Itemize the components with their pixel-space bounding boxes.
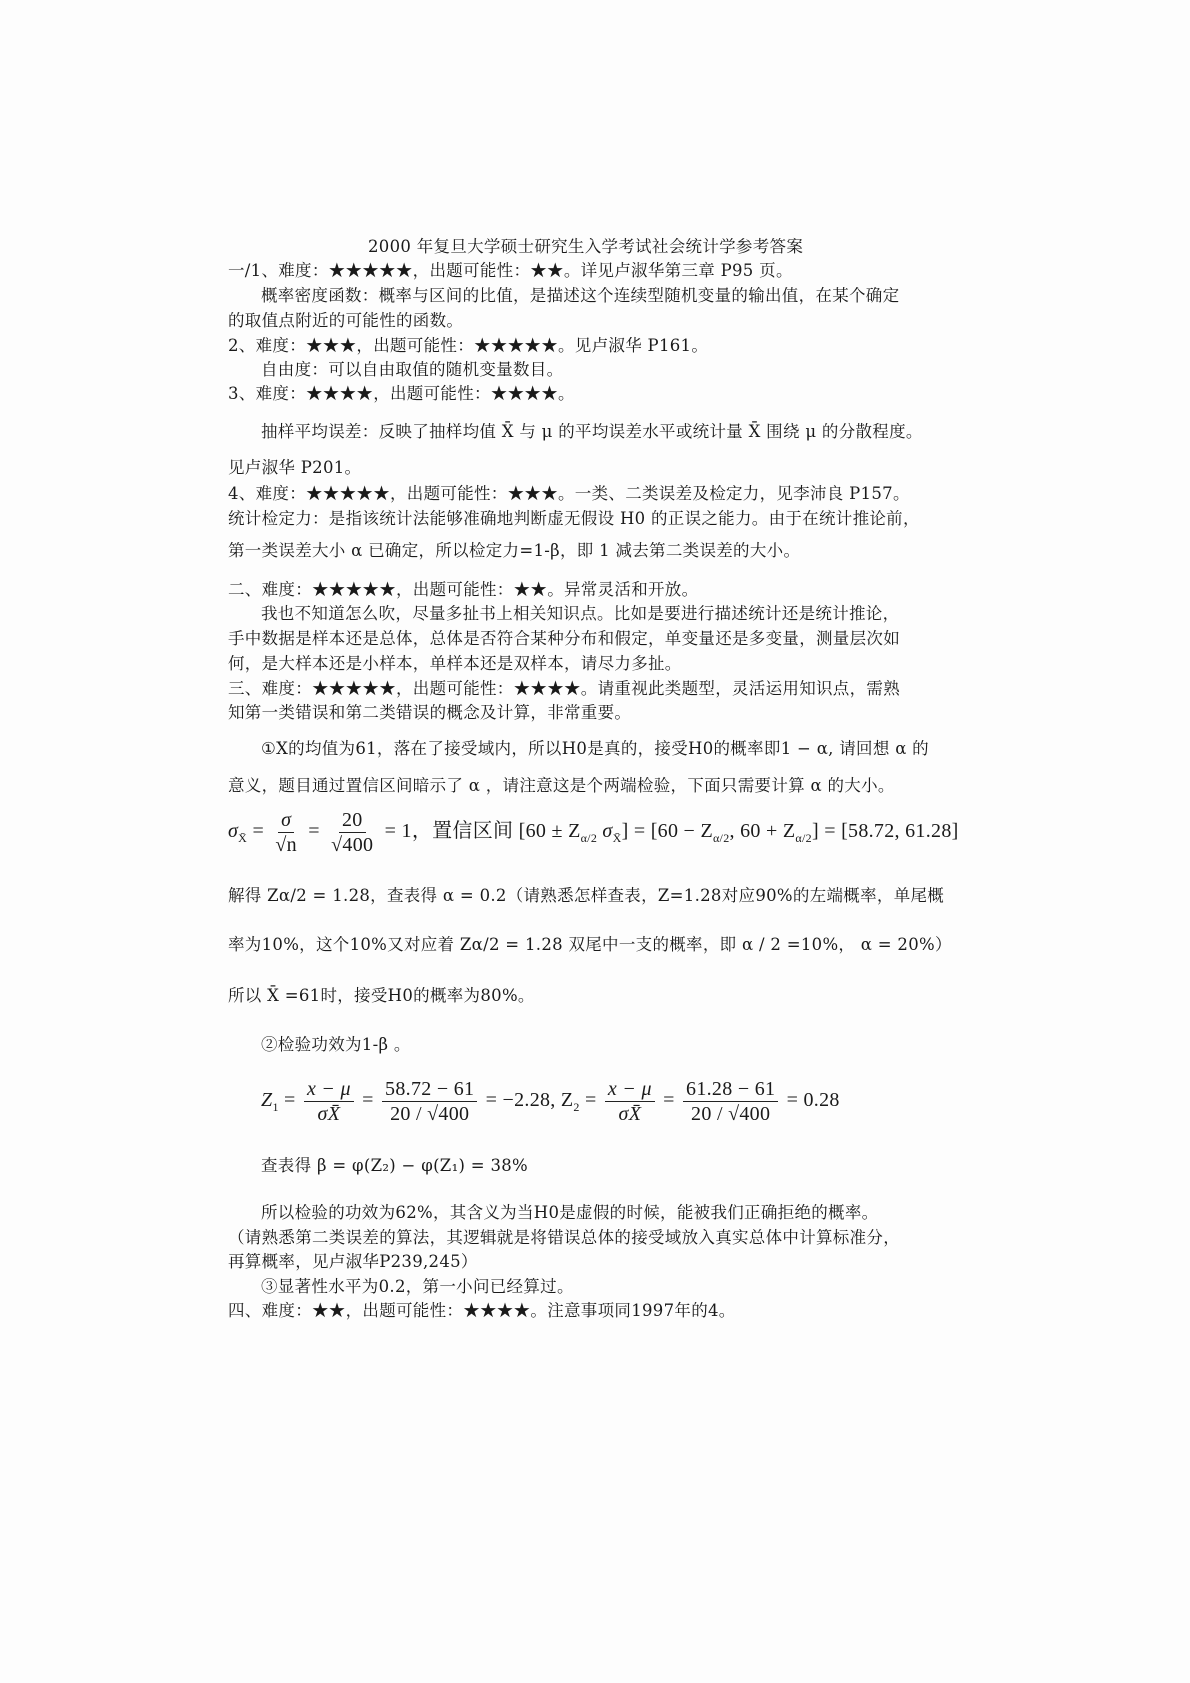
formula-subscript: α/2 <box>795 831 812 846</box>
fraction <box>304 1077 354 1126</box>
paragraph-line: 手中数据是样本还是总体，总体是否符合某种分布和假定，单变量还是多变量，测量层次如 <box>228 629 900 648</box>
numerator: σ <box>278 808 294 833</box>
q4-header: 4、难度：★★★★★，出题可能性：★★★。一类、二类误差及检定力，见李沛良 P157。 <box>228 484 910 503</box>
document-title: 2000 年复旦大学硕士研究生入学考试社会统计学参考答案 <box>368 237 804 256</box>
denominator: σX̄ <box>618 1103 642 1125</box>
paragraph-line: 自由度：可以自由取值的随机变量数目。 <box>261 360 564 379</box>
formula-subscript: 1 <box>272 1100 279 1115</box>
formula-confidence-interval <box>228 808 959 857</box>
paragraph-line: 抽样平均误差：反映了抽样均值 X̄ 与 μ 的平均误差水平或统计量 X̄ 围绕 μ 的分散程度。 <box>261 422 923 441</box>
formula-subscript: 2 <box>573 1100 580 1115</box>
formula-text: σ <box>597 820 613 843</box>
paragraph-line: 查表得 β = φ(Z₂) − φ(Z₁) = 38% <box>261 1156 529 1175</box>
formula-operator: = <box>252 820 265 843</box>
formula-text: ] = [60 − Z <box>621 820 713 843</box>
paragraph-line: ③显著性水平为0.2，第一小问已经算过。 <box>261 1277 574 1296</box>
q2-header: 2、难度：★★★，出题可能性：★★★★★。见卢淑华 P161。 <box>228 336 709 355</box>
fraction <box>605 1077 655 1126</box>
section-3-header: 三、难度：★★★★★，出题可能性：★★★★。请重视此类题型，灵活运用知识点，需熟 <box>228 679 900 698</box>
paragraph-line: 解得 Zα/2 = 1.28，查表得 α = 0.2（请熟悉怎样查表，Z=1.28对应90%的左端概率，单尾概 <box>228 886 945 905</box>
formula-text: = 0.28 <box>786 1089 840 1112</box>
paragraph-line: ①X的均值为61，落在了接受域内，所以H0是真的，接受H0的概率即1 − α, 请回想 α 的 <box>261 739 929 758</box>
section-2-header: 二、难度：★★★★★，出题可能性：★★。异常灵活和开放。 <box>228 580 699 599</box>
formula-text: = 1，置信区间 [60 ± Z <box>384 820 581 843</box>
denominator: √400 <box>331 834 374 856</box>
numerator: x − μ <box>304 1077 354 1102</box>
paragraph-line: 所以检验的功效为62%，其含义为当H0是虚假的时候，能被我们正确拒绝的概率。 <box>261 1203 879 1222</box>
paragraph-line: 第一类误差大小 α 已确定，所以检定力=1-β，即 1 减去第二类误差的大小。 <box>228 541 801 560</box>
fraction <box>328 808 376 857</box>
paragraph-line: 知第一类错误和第二类错误的概念及计算，非常重要。 <box>228 703 632 722</box>
numerator: x − μ <box>605 1077 655 1102</box>
paragraph-line: 意义，题目通过置信区间暗示了 α ，请注意这是个两端检验，下面只需要计算 α 的大小。 <box>228 776 895 795</box>
denominator: 20 / √400 <box>390 1103 470 1125</box>
formula-subscript: α/2 <box>580 831 598 846</box>
fraction <box>272 808 300 857</box>
formula-z-scores: $Z_1$ = $\frac{x - \mu}{\sigma X̄}$ = $\frac{58.72 - 61}{20 / √400}$ = −2.28, $Z_2$ = $\frac{x - \mu}{\sigma X̄}$ = $\frac{61.28 - 61}{20 / √400}$ = 0.28 <box>261 1078 840 1125</box>
paragraph-line: 何，是大样本还是小样本，单样本还是双样本，请尽力多扯。 <box>228 654 682 673</box>
q1-header: 一/1、难度：★★★★★，出题可能性：★★。详见卢淑华第三章 P95 页。 <box>228 261 793 280</box>
numerator: 20 <box>339 808 366 833</box>
formula-subscript: α/2 <box>712 831 730 846</box>
formula-text: ] = [58.72, 61.28] <box>811 820 959 843</box>
formula-subscript: X̄ <box>612 831 622 846</box>
paragraph-line: 见卢淑华 P201。 <box>228 458 362 477</box>
formula-text: = −2.28, Z <box>485 1089 574 1112</box>
formula-symbol: Z <box>261 1089 273 1112</box>
denominator: 20 / √400 <box>691 1103 771 1125</box>
paragraph-line: 率为10%，这个10%又对应着 Zα/2 = 1.28 双尾中一支的概率，即 α / 2 =10%， α = 20%） <box>228 935 952 954</box>
paragraph-line: 概率密度函数：概率与区间的比值，是描述这个连续型随机变量的输出值，在某个确定 <box>261 286 900 305</box>
paragraph-line: 再算概率，见卢淑华P239,245） <box>228 1252 478 1271</box>
paragraph-line: 的取值点附近的可能性的函数。 <box>228 311 464 330</box>
formula-symbol: σ <box>228 820 239 843</box>
paragraph-line: （请熟悉第二类误差的算法，其逻辑就是将错误总体的接受域放入真实总体中计算标准分， <box>228 1228 900 1247</box>
formula-subscript: X̄ <box>238 831 248 846</box>
denominator: √n <box>275 834 297 856</box>
paragraph-line: 我也不知道怎么吹，尽量多扯书上相关知识点。比如是要进行描述统计还是统计推论， <box>261 604 900 623</box>
paragraph-line: 所以 X̄ =61时，接受H0的概率为80%。 <box>228 986 535 1005</box>
denominator: σX̄ <box>317 1103 341 1125</box>
paragraph-line: 统计检定力：是指该统计法能够准确地判断虚无假设 H0 的正误之能力。由于在统计推论前， <box>228 509 920 528</box>
numerator: 58.72 − 61 <box>382 1077 477 1102</box>
numerator: 61.28 − 61 <box>683 1077 778 1102</box>
fraction <box>683 1077 778 1126</box>
formula-operator: = <box>308 820 320 843</box>
paragraph-line: ②检验功效为1-β 。 <box>261 1035 411 1054</box>
fraction <box>382 1077 477 1126</box>
q3-header: 3、难度：★★★★，出题可能性：★★★★。 <box>228 384 575 403</box>
section-4-header: 四、难度：★★，出题可能性：★★★★。注意事项同1997年的4。 <box>228 1301 736 1320</box>
formula-text: , 60 + Z <box>729 820 796 843</box>
